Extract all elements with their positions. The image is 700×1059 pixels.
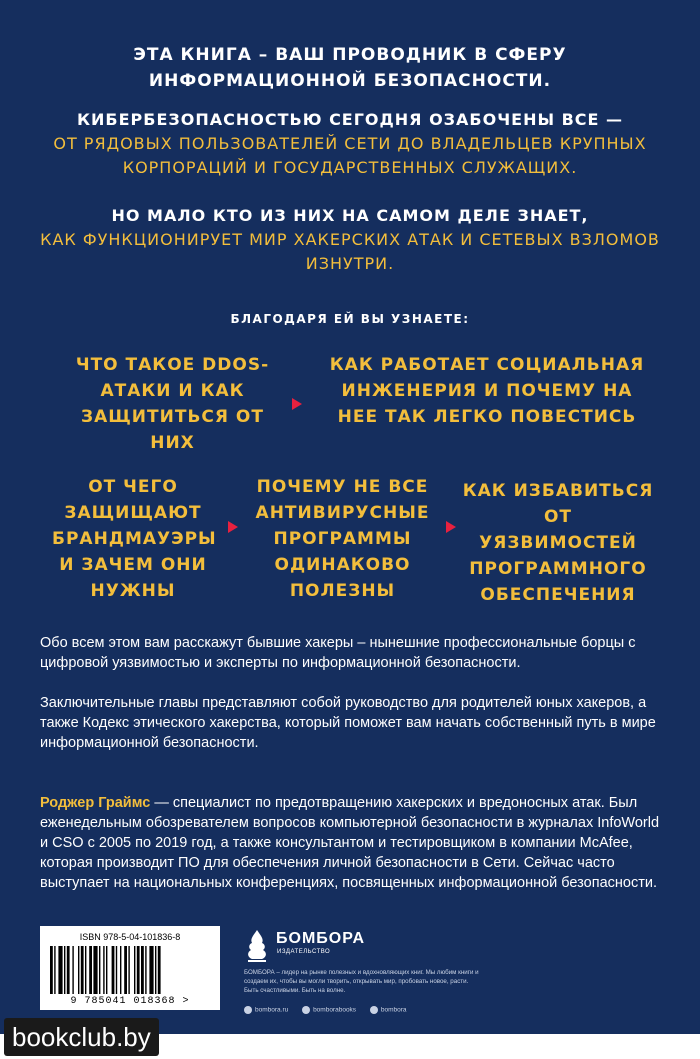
isbn-label: ISBN 978-5-04-101836-8 bbox=[79, 932, 181, 942]
topic-antivirus: ПОЧЕМУ НЕ ВСЕ АНТИВИРУСНЫЕ ПРОГРАММЫ ОДИНАКОВО ПОЛЕЗНЫ bbox=[255, 477, 430, 601]
intro-p2-yellow: КАК ФУНКЦИОНИРУЕТ МИР ХАКЕРСКИХ АТАК И СЕТЕВЫХ ВЗЛОМОВ ИЗНУТРИ. bbox=[40, 230, 660, 273]
intro-paragraph-1 bbox=[40, 108, 660, 180]
social-site[interactable]: bombora.ru bbox=[244, 1006, 288, 1014]
intro-p1-white: КИБЕРБЕЗОПАСНОСТЬЮ СЕГОДНЯ ОЗАБОЧЕНЫ ВСЕ — bbox=[76, 110, 624, 129]
vk-icon bbox=[302, 1006, 310, 1014]
publisher-socials bbox=[244, 1006, 504, 1018]
watermark: bookclub.by bbox=[4, 1018, 159, 1056]
publisher-name: БОМБОРА bbox=[276, 930, 366, 947]
arrow-icon bbox=[446, 521, 456, 533]
social-icon bbox=[370, 1006, 378, 1014]
intro-p2-white: НО МАЛО КТО ИЗ НИХ НА САМОМ ДЕЛЕ ЗНАЕТ, bbox=[111, 206, 589, 225]
body-paragraph-2: Заключительные главы представляют собой руководство для родителей юных хакеров, а также Кодекс этического хакерства, который поможет вам начать собственный путь в мире информационной безопасности. bbox=[40, 695, 656, 751]
topic-vulnerabilities: КАК ИЗБАВИТЬСЯ ОТ УЯЗВИМОСТЕЙ ПРОГРАММНОГО ОБЕСПЕЧЕНИЯ bbox=[462, 481, 654, 605]
globe-icon bbox=[244, 1006, 252, 1014]
intro-title: ЭТА КНИГА – ВАШ ПРОВОДНИК В СФЕРУ ИНФОРМАЦИОННОЙ БЕЗОПАСНОСТИ. bbox=[133, 45, 567, 91]
bombora-logo-icon bbox=[244, 928, 270, 962]
topic-social-engineering: КАК РАБОТАЕТ СОЦИАЛЬНАЯ ИНЖЕНЕРИЯ И ПОЧЕМУ НА НЕЕ ТАК ЛЕГКО ПОВЕСТИСЬ bbox=[329, 355, 645, 427]
arrow-icon bbox=[228, 521, 238, 533]
intro-paragraph-2 bbox=[40, 204, 660, 276]
barcode-icon bbox=[48, 946, 212, 994]
publisher-description: БОМБОРА – лидер на рынке полезных и вдохновляющих книг. Мы любим книги и создаем их, чтобы вы могли творить, открывать мир, пробовать новое, расти. Быть счастливыми. Быть на волне. bbox=[244, 969, 479, 994]
barcode-box bbox=[40, 926, 220, 1010]
author-bio-text: — специалист по предотвращению хакерских и вредоносных атак. Был еженедельным обозревателем вопросов компьютерной безопасности в журналах InfoWorld и CSO с 2005 по 2019 год, а также консультантом и тестировщиком в компании McAfee, которая производит ПО для обеспечения личной безопасности в Сети. Сейчас часто выступает на национальных конференциях, посвященных информационной безопасности. bbox=[40, 795, 660, 891]
author-bio bbox=[40, 793, 662, 893]
topic-firewalls: ОТ ЧЕГО ЗАЩИЩАЮТ БРАНДМАУЭРЫ И ЗАЧЕМ ОНИ НУЖНЫ bbox=[52, 477, 217, 601]
social-other[interactable]: bombora bbox=[370, 1006, 407, 1014]
learn-heading: БЛАГОДАРЯ ЕЙ ВЫ УЗНАЕТЕ: bbox=[230, 312, 470, 326]
barcode-number: 9 785041 018368 > bbox=[70, 996, 190, 1007]
intro-p1-yellow: ОТ РЯДОВЫХ ПОЛЬЗОВАТЕЛЕЙ СЕТИ ДО ВЛАДЕЛЬЦЕВ КРУПНЫХ КОРПОРАЦИЙ И ГОСУДАРСТВЕННЫХ СЛУЖАЩИХ. bbox=[53, 134, 647, 177]
publisher-subtitle: ИЗДАТЕЛЬСТВО bbox=[277, 949, 331, 955]
body-paragraph-1: Обо всем этом вам расскажут бывшие хакеры – нынешние профессиональные борцы с цифровой уязвимостью и эксперты по информационной безопасности. bbox=[40, 635, 636, 671]
social-vk[interactable]: bomborabooks bbox=[302, 1006, 356, 1014]
author-name: Роджер Граймс bbox=[40, 795, 151, 811]
arrow-icon bbox=[292, 398, 302, 410]
topic-ddos: ЧТО ТАКОЕ DDOS-АТАКИ И КАК ЗАЩИТИТЬСЯ ОТ НИХ bbox=[75, 355, 270, 453]
